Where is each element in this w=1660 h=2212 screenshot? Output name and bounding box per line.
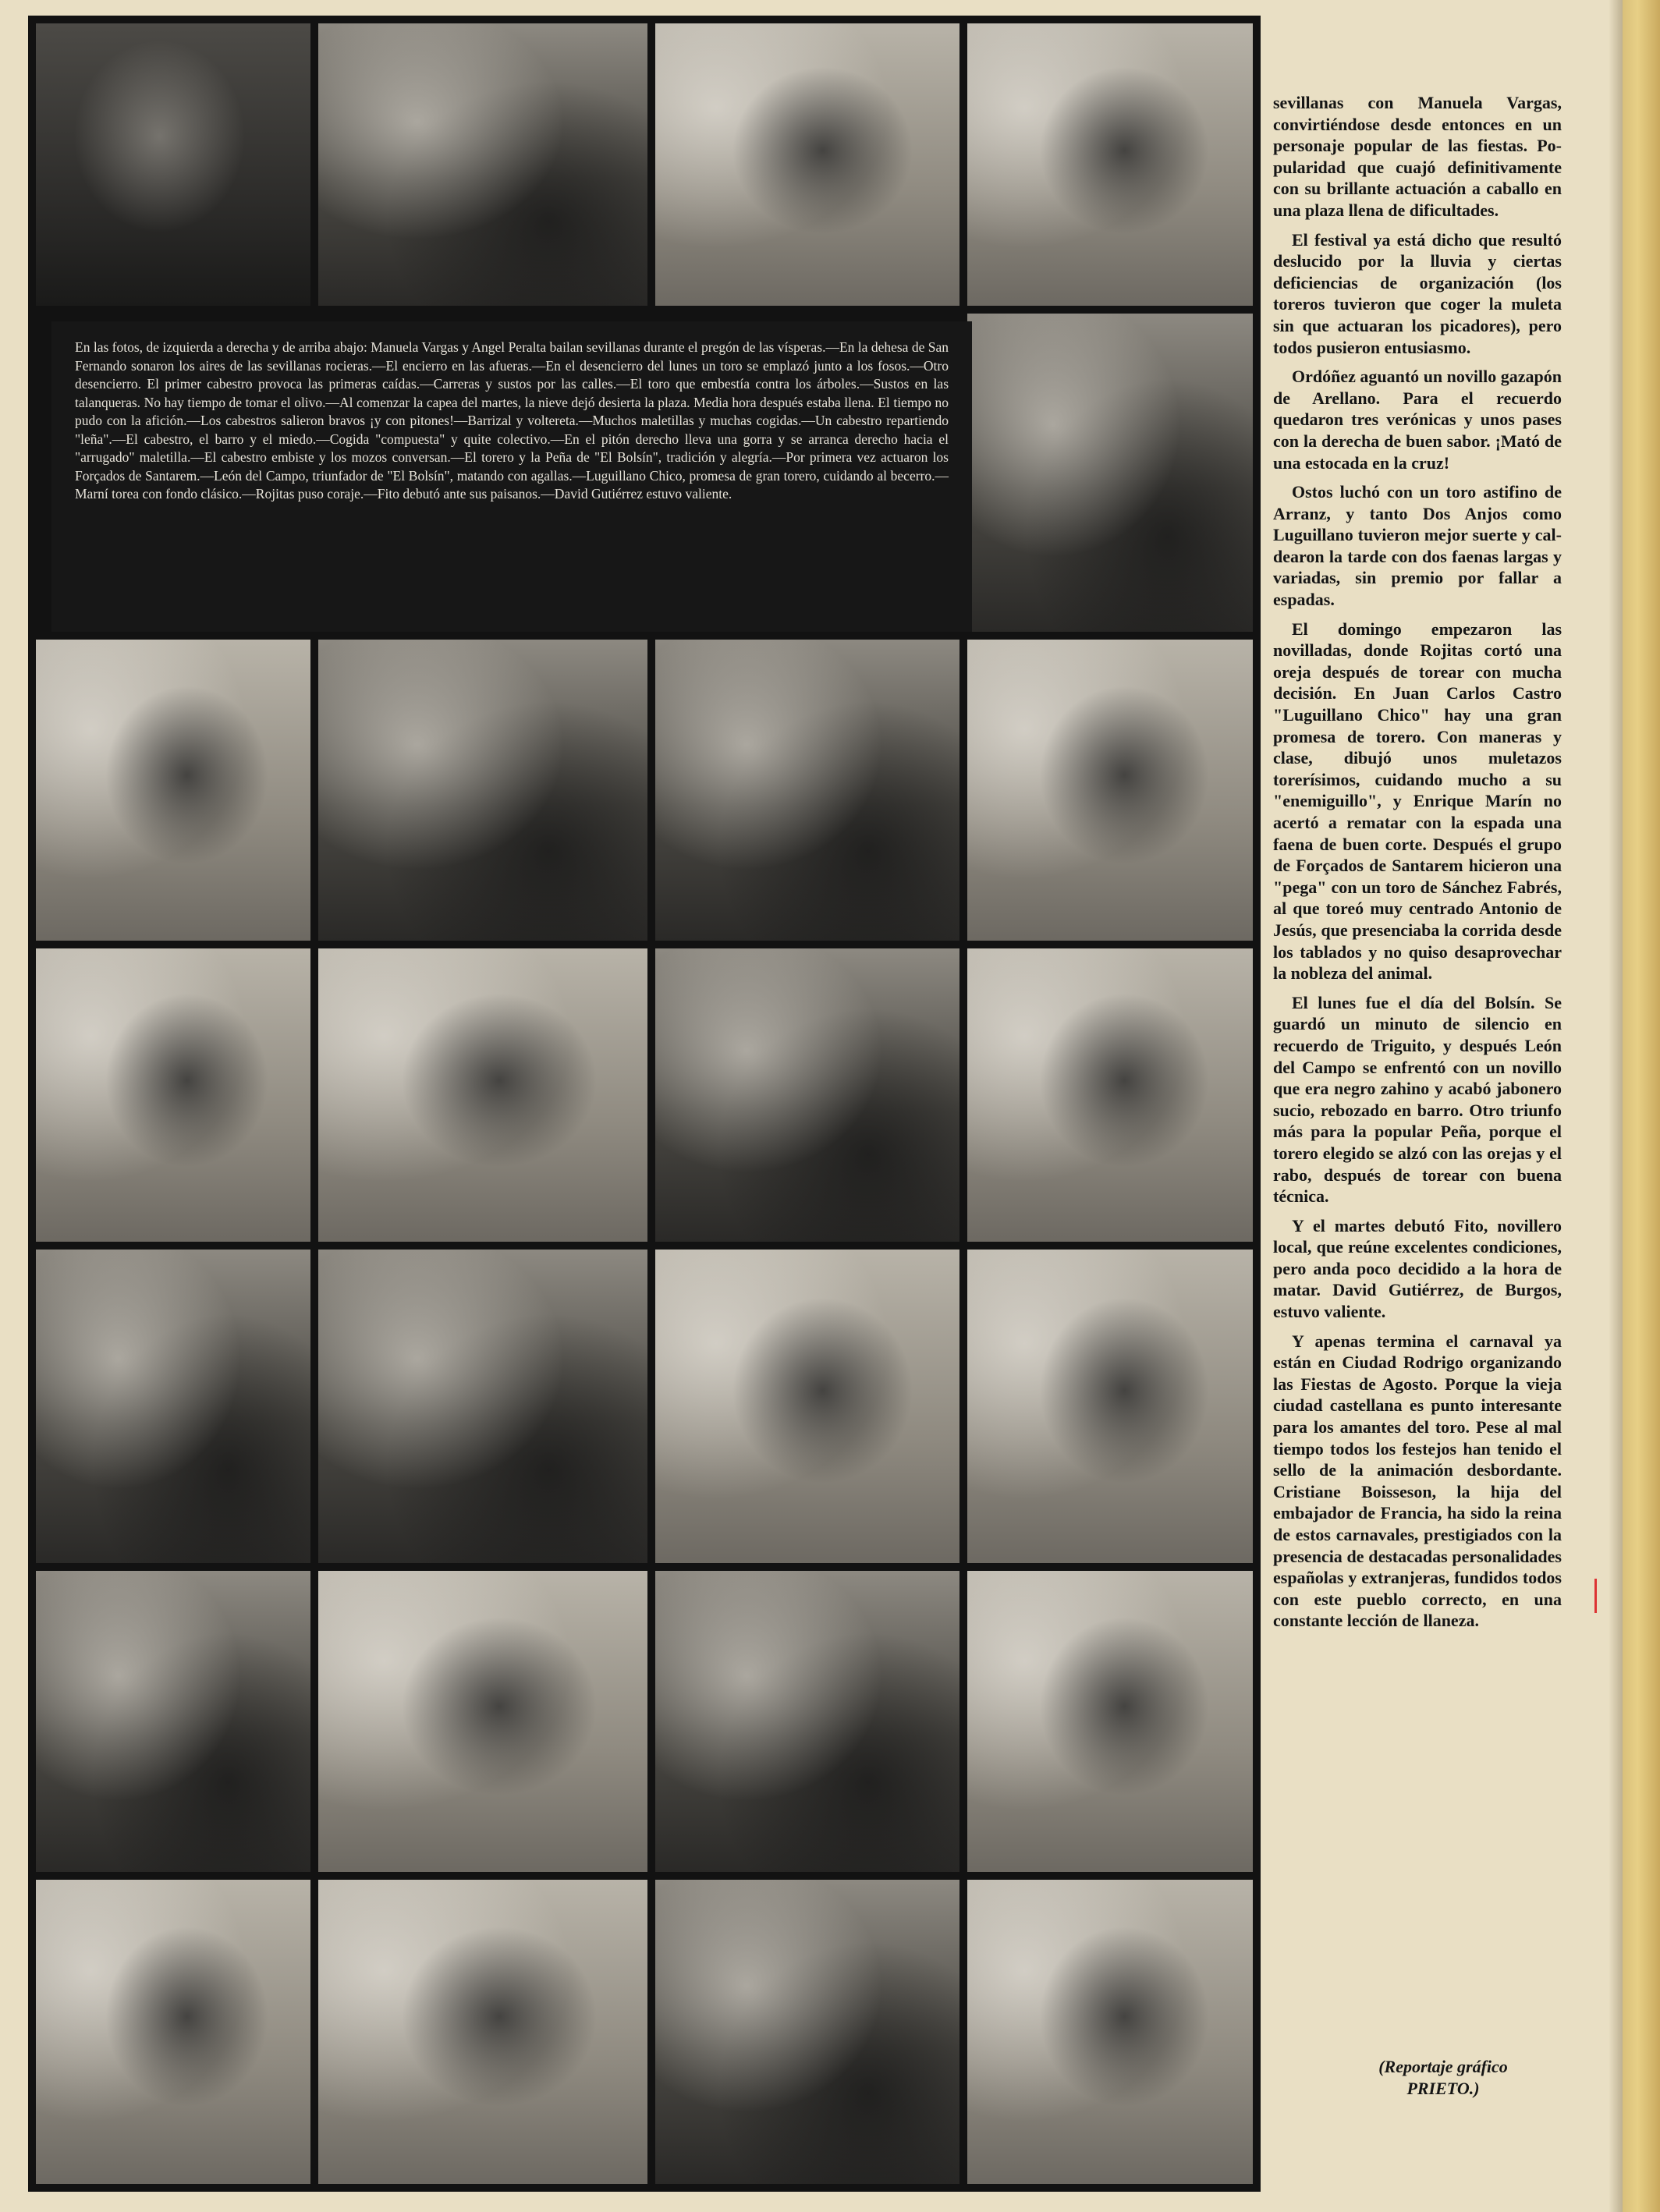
article-paragraph-7: Y el martes debutó Fito, novillero local, que reúne excelentes condiciones, pero anda poco decidido a la hora de matar. David Gutiérrez, de Burgos, estuvo valiente. <box>1273 1215 1562 1322</box>
photo-3-3 <box>655 640 959 941</box>
photo-1-2 <box>318 23 647 306</box>
article-paragraph-6: El lunes fue el día del Bolsín. Se guardó un minuto de silencio en recuerdo de Triguito, y después León del Campo se enfrentó con un novillo que era negro zahino y acabó jabonero sucio, rebozado en barro. Otro triunfo más para la popular Peña, porque el torero elegido se alzó con las orejas y el rabo, después de torear con buena técnica. <box>1273 992 1562 1207</box>
photo-caption: En las fotos, de izquierda a derecha y de arriba abajo: Manuela Vargas y Angel Peralta bailan sevillanas durante el pregón de las vísperas.—En la dehesa de San Fernando sonaron los aires de las sevillanas rocieras.—El encierro en las afueras.—En el desencierro del lunes un toro se emplazó junto a los fosos.—Otro desencierro. El primer cabestro provoca las primeras caídas.—Carreras y sustos por las calles.—El toro que embestía contra los árboles.—Sustos en las talanqueras. No hay tiempo de tomar el olivo.—Al comenzar la capea del martes, la nieve dejó desierta la plaza. Media hora después estaba llena. El tiempo no pudo con la afición.—Los cabestros salieron bravos ¡y con pitones!—Barrizal y voltereta.—Muchos maletillas y muchas cogidas.—Un cabestro repartiendo "leña".—El cabestro, el barro y el miedo.—Cogida "compuesta" y quite colectivo.—En el pitón derecho lleva una gorra y se arranca derecho hacia el "arrugado" maletilla.—El cabestro embiste y los mozos conversan.—El torero y la Peña de "El Bolsín", tradición y alegría.—Por primera vez actuaron los Forçados de Santarem.—León del Campo, triunfador de "El Bolsín", matando con agallas.—Luguillano Chico, promesa de gran torero, cuidando al becerro.—Marní torea con fondo clásico.—Rojitas puso coraje.—Fito debutó ante sus paisanos.—David Gutiérrez estuvo valiente. <box>51 321 972 632</box>
photo-5-4 <box>967 1250 1253 1563</box>
photo-4-3 <box>655 948 959 1242</box>
article-paragraph-1: sevillanas con Manuela Vargas, convirtiéndose desde entonces en un personaje popular de las fiestas. Popularidad que cuajó definitivamente con su brillante actuación a caballo en una plaza llena de dificultades. <box>1273 93 1562 220</box>
photo-6-3 <box>655 1571 959 1872</box>
photo-7-3 <box>655 1880 959 2184</box>
article-paragraph-2: El festival ya está dicho que resultó deslucido por la lluvia y ciertas deficiencias de organización (los toreros tuvieron que coger la muleta sin que actuaran los picadores), pero todos pusieron entusiasmo. <box>1273 229 1562 357</box>
photo-3-1 <box>36 640 310 941</box>
photo-7-4 <box>967 1880 1253 2184</box>
photo-5-1 <box>36 1250 310 1563</box>
photo-6-2 <box>318 1571 647 1872</box>
credit-line-2: PRIETO.) <box>1406 2079 1480 2098</box>
photo-7-2 <box>318 1880 647 2184</box>
photo-1-1 <box>36 23 310 306</box>
article-paragraph-8: Y apenas termina el carnaval ya están en Ciudad Rodrigo organizando las Fiestas de Agosto. Porque la vieja ciudad castellana es punto interesante para los amantes del toro. Pese al mal tiempo todos los festejos han tenido el sello de la animación desbordante. Cristiane Boisseson, la hija del embajador de Francia, ha sido la reina de estos carnavales, prestigiados con la presencia de destacadas personalidades españolas y extranjeras, fundidos todos con este pueblo correcto, en una constante lección de llaneza. <box>1273 1331 1562 1631</box>
article-paragraph-3: Ordóñez aguantó un novillo gazapón de Arellano. Para el recuerdo quedaron tres verónicas y unos pases con la derecha de buen sabor. ¡Mató de una estocada en la cruz! <box>1273 367 1562 473</box>
photo-4-2 <box>318 948 647 1242</box>
article-paragraph-4: Ostos luchó con un toro astifino de Arranz, y tanto Dos Anjos como Luguillano tuvieron mejor suerte y caldearon la tarde con dos faenas largas y variadas, sin premio por fallar a espadas. <box>1273 482 1562 610</box>
photo-credit <box>1318 2056 1568 2100</box>
photo-2-4 <box>967 314 1253 632</box>
photo-grid <box>28 16 1261 2192</box>
photo-1-4 <box>967 23 1253 306</box>
article-paragraph-5: El domingo empezaron las novilladas, donde Rojitas cortó una oreja después de torear con mucha decisión. En Juan Carlos Castro "Luguillano Chico" hay una gran promesa de torero. Con maneras y clase, dibujó unos muletazos torerísimos, cuidando mucho a su "enemiguillo", y Enrique Marín no acertó a rematar con la espada una faena de buen corte. Después el grupo de Forçados de Santarem hicieron una "pega" con un toro de Sánchez Fabrés, al que toreó muy centrado Antonio de Jesús, que presenciaba la corrida desde los tablados y no quiso desaprovechar la nobleza del animal. <box>1273 619 1562 984</box>
photo-5-3 <box>655 1250 959 1563</box>
article-column <box>1273 92 1562 1640</box>
photo-5-2 <box>318 1250 647 1563</box>
credit-line-1: (Reportaje gráfico <box>1378 2057 1508 2076</box>
photo-3-4 <box>967 640 1253 941</box>
next-page-edge <box>1623 0 1660 2212</box>
photo-6-4 <box>967 1571 1253 1872</box>
red-margin-mark <box>1594 1579 1597 1613</box>
photo-3-2 <box>318 640 647 941</box>
photo-1-3 <box>655 23 959 306</box>
photo-4-1 <box>36 948 310 1242</box>
photo-7-1 <box>36 1880 310 2184</box>
photo-6-1 <box>36 1571 310 1872</box>
photo-4-4 <box>967 948 1253 1242</box>
